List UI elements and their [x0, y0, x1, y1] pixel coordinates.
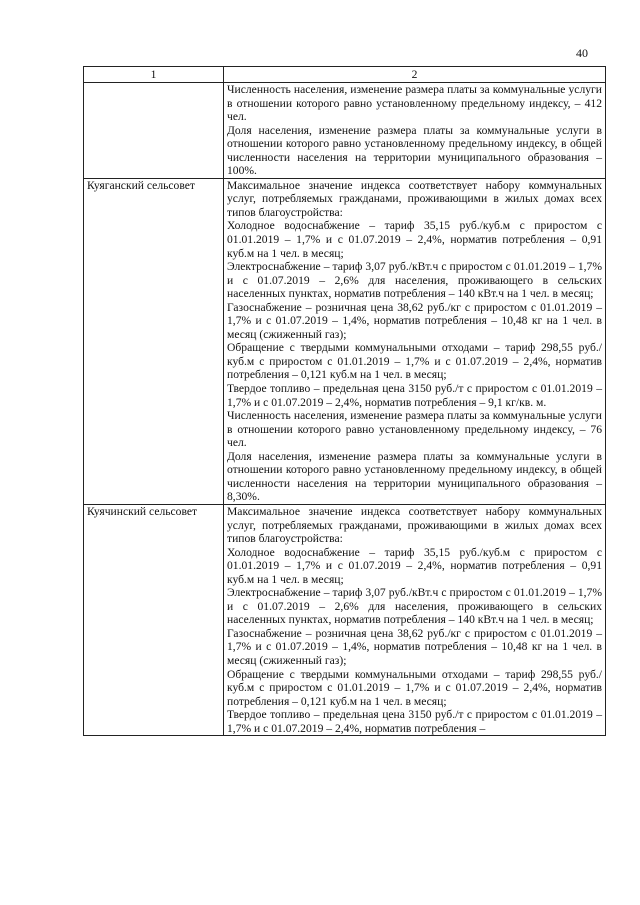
column-header-1: 1: [84, 67, 224, 83]
document-table: [83, 66, 606, 736]
table-row: [84, 178, 606, 504]
description-paragraph: Максимальное значение индекса соответствует набору коммунальных услуг, потребляемых гражданами, проживающими в жилых домах всех типов благоустройства:: [227, 504, 602, 546]
description-cell: [224, 504, 606, 735]
table-header-row: [84, 67, 606, 83]
column-header-2: 2: [224, 67, 606, 83]
description-paragraph: Обращение с твердыми коммунальными отходами – тариф 298,55 руб./куб.м с приростом с 01.01.2019 – 1,7% и с 01.07.2019 – 2,4%, норматив потребления – 0,121 куб.м на 1 чел. в месяц;: [227, 341, 602, 382]
description-paragraph: Твердое топливо – предельная цена 3150 руб./т с приростом с 01.01.2019 – 1,7% и с 01.07.2019 – 2,4%, норматив потребления –: [227, 708, 602, 735]
description-paragraph: Твердое топливо – предельная цена 3150 руб./т с приростом с 01.01.2019 – 1,7% и с 01.07.2019 – 2,4%, норматив потребления – 9,1 кг/кв. м.: [227, 382, 602, 409]
description-paragraph: Доля населения, изменение размера платы за коммунальные услуги в отношении которого равно установленному предельному индексу, в общей численности населения на территории муниципального образования – 8,30%.: [227, 449, 602, 504]
region-name-cell: [84, 83, 224, 179]
region-name-cell: Куяганский сельсовет: [84, 178, 224, 504]
description-paragraph: Холодное водоснабжение – тариф 35,15 руб./куб.м с приростом с 01.01.2019 – 1,7% и с 01.07.2019 – 2,4%, норматив потребления – 0,91 куб.м на 1 чел. в месяц;: [227, 545, 602, 586]
description-paragraph: Численность населения, изменение размера платы за коммунальные услуги в отношении которого равно установленному предельному индексу, – 76 чел.: [227, 409, 602, 450]
description-paragraph: Газоснабжение – розничная цена 38,62 руб./кг с приростом с 01.01.2019 – 1,7% и с 01.07.2019 – 1,4%, норматив потребления – 10,48 кг на 1 чел. в месяц (сжиженный газ);: [227, 300, 602, 341]
description-paragraph: Электроснабжение – тариф 3,07 руб./кВт.ч с приростом с 01.01.2019 – 1,7% и с 01.07.2019 – 2,6% для населения, проживающего в сельских населенных пунктах, норматив потребления – 140 кВт.ч на 1 чел. в месяц;: [227, 586, 602, 627]
description-cell: [224, 178, 606, 504]
description-paragraph: Газоснабжение – розничная цена 38,62 руб./кг с приростом с 01.01.2019 – 1,7% и с 01.07.2019 – 1,4%, норматив потребления – 10,48 кг на 1 чел. в месяц (сжиженный газ);: [227, 626, 602, 667]
description-paragraph: Электроснабжение – тариф 3,07 руб./кВт.ч с приростом с 01.01.2019 – 1,7% и с 01.07.2019 – 2,6% для населения, проживающего в сельских населенных пунктах, норматив потребления – 140 кВт.ч на 1 чел. в месяц;: [227, 260, 602, 301]
table-row: [84, 83, 606, 179]
description-paragraph: Доля населения, изменение размера платы за коммунальные услуги в отношении которого равно установленному предельному индексу, в общей численности населения на территории муниципального образования – 100%.: [227, 123, 602, 178]
page-number: 40: [576, 46, 588, 60]
description-cell: [224, 83, 606, 179]
description-paragraph: Холодное водоснабжение – тариф 35,15 руб./куб.м с приростом с 01.01.2019 – 1,7% и с 01.07.2019 – 2,4%, норматив потребления – 0,91 куб.м на 1 чел. в месяц;: [227, 219, 602, 260]
description-paragraph: Численность населения, изменение размера платы за коммунальные услуги в отношении которого равно установленному предельному индексу, – 412 чел.: [227, 83, 602, 124]
table-row: [84, 504, 606, 735]
region-name-cell: Куячинский сельсовет: [84, 504, 224, 735]
description-paragraph: Максимальное значение индекса соответствует набору коммунальных услуг, потребляемых гражданами, проживающими в жилых домах всех типов благоустройства:: [227, 178, 602, 219]
description-paragraph: Обращение с твердыми коммунальными отходами – тариф 298,55 руб./куб.м с приростом с 01.01.2019 – 1,7% и с 01.07.2019 – 2,4%, норматив потребления – 0,121 куб.м на 1 чел. в месяц;: [227, 667, 602, 708]
